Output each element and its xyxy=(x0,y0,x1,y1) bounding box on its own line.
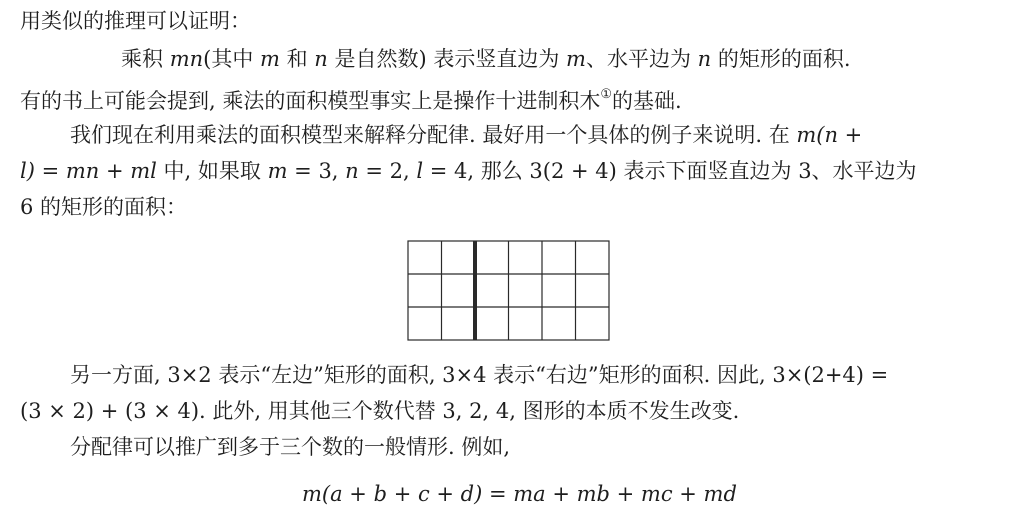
para2-line3 xyxy=(20,194,187,220)
para2-l1b: m(n + xyxy=(796,123,863,147)
para2-line1 xyxy=(70,122,862,148)
para2-l2h: = 4, 那么 3(2 + 4) 表示下面竖直边为 3、水平边为 xyxy=(423,159,917,183)
theorem-cond: (其中 xyxy=(203,47,261,71)
formula-text: m(a + b + c + d) = ma + mb + mc + md xyxy=(302,482,737,506)
theorem-cond-end: 是自然数) 表示竖直边为 xyxy=(327,47,567,71)
para3-line1 xyxy=(70,362,888,388)
para2-line2 xyxy=(20,158,917,184)
theorem-n2: n xyxy=(697,47,712,71)
para3-l1: 另一方面, 3×2 表示“左边”矩形的面积, 3×4 表示“右边”矩形的面积. 因此, 3×(2+4) = xyxy=(70,363,889,387)
para2-l1a: 我们现在利用乘法的面积模型来解释分配律. 最好用一个具体的例子来说明. 在 xyxy=(70,123,797,147)
para2-l2b: 中, 如果取 xyxy=(156,159,268,183)
theorem-line xyxy=(121,46,851,72)
theorem-n1: n xyxy=(314,47,328,71)
para2-l3: 6 的矩形的面积： xyxy=(20,195,188,219)
theorem-pre: 乘积 xyxy=(121,47,170,71)
theorem-mn: mn xyxy=(169,47,204,71)
note-line xyxy=(20,84,682,114)
area-model-grid xyxy=(407,240,610,341)
formula xyxy=(302,481,737,507)
note-after: 的基础. xyxy=(612,89,682,113)
theorem-m2: m xyxy=(566,47,586,71)
note-text: 有的书上可能会提到, 乘法的面积模型事实上是操作十进制积木 xyxy=(20,89,601,113)
para2-l2f: = 2, xyxy=(358,159,417,183)
para3-line2 xyxy=(20,398,739,424)
para2-l2a: l) = mn + ml xyxy=(20,159,157,183)
para4-text: 分配律可以推广到多于三个数的一般情形. 例如, xyxy=(70,435,511,459)
para2-l2e: n xyxy=(345,159,359,183)
grid-svg xyxy=(407,240,610,341)
para2-l2g: l xyxy=(416,159,424,183)
theorem-and: 和 xyxy=(279,47,315,71)
para3-l2: (3 × 2) + (3 × 4). 此外, 用其他三个数代替 3, 2, 4, 图形的本质不发生改变. xyxy=(20,399,740,423)
para2-l2c: m xyxy=(267,159,288,183)
para2-l2d: = 3, xyxy=(287,159,346,183)
intro-line xyxy=(20,8,251,34)
footnote-mark: ① xyxy=(600,87,613,102)
theorem-tail: 的矩形的面积. xyxy=(711,47,851,71)
theorem-mid: 、水平边为 xyxy=(585,47,698,71)
theorem-m1: m xyxy=(260,47,280,71)
intro-text: 用类似的推理可以证明： xyxy=(20,9,251,33)
para4-line xyxy=(70,434,510,460)
